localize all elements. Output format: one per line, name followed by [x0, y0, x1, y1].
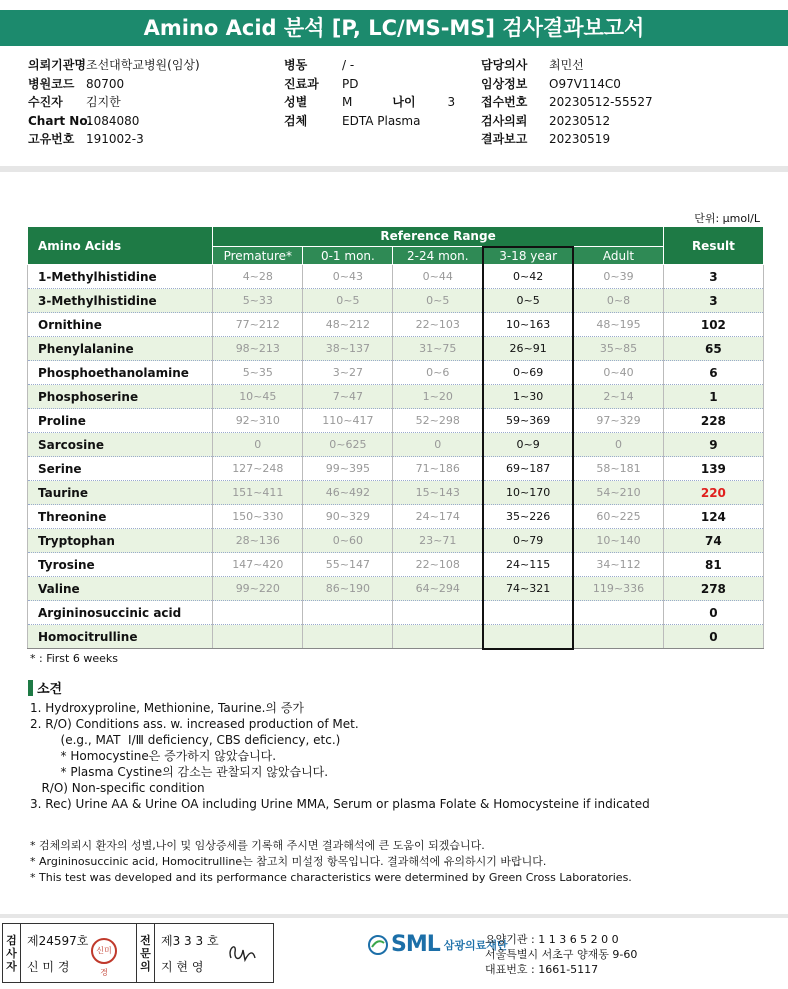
reference-range-cell: 24~174: [393, 505, 483, 529]
reference-range-cell: 127~248: [213, 457, 303, 481]
info-label: 의뢰기관명: [28, 58, 86, 72]
reference-range-cell: [573, 601, 663, 625]
reference-range-cell: [393, 625, 483, 649]
info-label: 결과보고: [481, 132, 528, 147]
result-value: 0: [663, 601, 763, 625]
doctor-cell: [155, 924, 273, 982]
info-value: 20230512-55527: [549, 95, 653, 110]
result-value: 102: [663, 313, 763, 337]
tester-cell: [21, 924, 137, 982]
amino-acid-name: Tryptophan: [28, 529, 213, 553]
result-value: 1: [663, 385, 763, 409]
reference-range-cell: 23~71: [393, 529, 483, 553]
reference-range-cell: [213, 625, 303, 649]
amino-acid-name: Proline: [28, 409, 213, 433]
info-value: 80700: [86, 76, 125, 91]
reference-range-cell: 55~147: [303, 553, 393, 577]
unit-label: 단위: µmol/L: [694, 212, 760, 225]
reference-range-cell: 99~395: [303, 457, 393, 481]
reference-range-cell: 119~336: [573, 577, 663, 601]
reference-range-cell: 0~60: [303, 529, 393, 553]
amino-acid-name: Phosphoethanolamine: [28, 361, 213, 385]
amino-acid-name: Homocitrulline: [28, 625, 213, 649]
finding-line: 1. Hydroxyproline, Methionine, Taurine.의 증가: [30, 701, 305, 715]
footer-divider: [0, 914, 788, 918]
reference-range-cell: 4~28: [213, 265, 303, 289]
reference-range-cell: 0: [393, 433, 483, 457]
findings-title: 소견: [37, 682, 63, 697]
reference-range-cell: [483, 625, 573, 649]
info-value: 191002-3: [86, 132, 144, 147]
result-value: 124: [663, 505, 763, 529]
info-row: [28, 56, 200, 75]
header-amino-acids: Amino Acids: [28, 227, 213, 265]
report-title: Amino Acid 분석 [P, LC/MS-MS] 검사결과보고서: [0, 10, 788, 46]
reference-range-cell: 52~298: [393, 409, 483, 433]
reference-range-cell: 64~294: [393, 577, 483, 601]
table-row: [28, 505, 764, 529]
table-row: [28, 481, 764, 505]
info-row: [28, 130, 200, 149]
table-row: [28, 313, 764, 337]
result-value: 139: [663, 457, 763, 481]
info-value: 20230519: [549, 132, 611, 147]
info-row: [481, 93, 653, 112]
reference-range-cell: 71~186: [393, 457, 483, 481]
info-row: [284, 56, 455, 75]
reference-range-cell: 10~170: [483, 481, 573, 505]
reference-range-cell: 110~417: [303, 409, 393, 433]
note-line: * Argininosuccinic acid, Homocitrulline는 참고치 미설정 항목입니다. 결과해석에 유의하시기 바랍니다.: [30, 855, 547, 868]
info-value: 김지한: [86, 95, 121, 110]
info-row: [284, 112, 455, 131]
table-row: [28, 577, 764, 601]
reference-range-cell: 0~625: [303, 433, 393, 457]
table-row: [28, 601, 764, 625]
result-value: 65: [663, 337, 763, 361]
tester-label: 검 사 자: [3, 924, 21, 982]
doctor-name: 지 현 영: [161, 960, 204, 974]
amino-acid-name: 3-Methylhistidine: [28, 289, 213, 313]
patient-info-col2: [284, 56, 455, 130]
amino-acid-name: Phenylalanine: [28, 337, 213, 361]
signature-icon: [225, 938, 259, 968]
subheader-2: 2-24 mon.: [393, 247, 483, 265]
reference-range-cell: 90~329: [303, 505, 393, 529]
amino-acid-name: Threonine: [28, 505, 213, 529]
finding-line: 2. R/O) Conditions ass. w. increased production of Met.: [30, 717, 359, 731]
reference-range-cell: [303, 625, 393, 649]
result-value: 278: [663, 577, 763, 601]
reference-range-cell: 5~35: [213, 361, 303, 385]
finding-line: 3. Rec) Urine AA & Urine OA including Urine MMA, Serum or plasma Folate & Homocysteine if indicated: [30, 797, 650, 811]
reference-range-cell: 0~5: [483, 289, 573, 313]
reference-range-cell: 0~69: [483, 361, 573, 385]
info-label: 접수번호: [481, 95, 528, 110]
finding-line: * Plasma Cystine의 감소는 관찰되지 않았습니다.: [30, 765, 329, 779]
reference-range-cell: 150~330: [213, 505, 303, 529]
org-phone: 대표번호 : 1661-5117: [485, 963, 599, 976]
reference-range-cell: 0: [213, 433, 303, 457]
info-value: 1084080: [86, 113, 140, 128]
reference-range-cell: 147~420: [213, 553, 303, 577]
reference-range-cell: 22~103: [393, 313, 483, 337]
header-reference-range: Reference Range: [213, 227, 664, 247]
table-row: [28, 337, 764, 361]
info-label: 검사의뢰: [481, 113, 528, 128]
info-label: 고유번호: [28, 132, 75, 147]
info-row: [481, 130, 653, 149]
reference-range-cell: 0: [573, 433, 663, 457]
info-label: 병동: [284, 58, 308, 72]
logo-text: SML: [391, 932, 440, 957]
reference-range-cell: 86~190: [303, 577, 393, 601]
info-value: EDTA Plasma: [342, 113, 421, 128]
result-value: 220: [663, 481, 763, 505]
subheader-1: 0-1 mon.: [303, 247, 393, 265]
reference-range-cell: 0~9: [483, 433, 573, 457]
result-value: 81: [663, 553, 763, 577]
info-label: 임상정보: [481, 76, 528, 91]
amino-acid-name: Ornithine: [28, 313, 213, 337]
org-name: 삼광의료재단: [443, 938, 508, 952]
info-value: O97V114C0: [549, 76, 621, 91]
info-label: 수진자: [28, 95, 63, 110]
reference-range-cell: 92~310: [213, 409, 303, 433]
reference-range-cell: 99~220: [213, 577, 303, 601]
reference-range-cell: 0~8: [573, 289, 663, 313]
table-row: [28, 289, 764, 313]
reference-range-cell: 0~79: [483, 529, 573, 553]
reference-range-cell: 0~44: [393, 265, 483, 289]
amino-acid-name: Serine: [28, 457, 213, 481]
subheader-0: Premature*: [213, 247, 303, 265]
reference-range-cell: 28~136: [213, 529, 303, 553]
reference-range-cell: [483, 601, 573, 625]
table-row: [28, 457, 764, 481]
reference-range-cell: 15~143: [393, 481, 483, 505]
patient-info-col1: [28, 56, 200, 149]
notes-list: [30, 838, 632, 886]
subheader-4: Adult: [573, 247, 663, 265]
reference-range-cell: 22~108: [393, 553, 483, 577]
table-row: [28, 529, 764, 553]
reference-range-cell: 7~47: [303, 385, 393, 409]
reference-range-cell: 0~40: [573, 361, 663, 385]
reference-range-cell: 1~30: [483, 385, 573, 409]
table-row: [28, 625, 764, 649]
reference-range-cell: 98~213: [213, 337, 303, 361]
info-row: [284, 75, 455, 94]
reference-range-cell: 0~42: [483, 265, 573, 289]
reference-range-cell: 10~163: [483, 313, 573, 337]
tester-name: 신 미 경: [27, 960, 70, 974]
note-line: * This test was developed and its performance characteristics were determined by Green Cross Laboratories.: [30, 871, 632, 884]
reference-range-cell: 58~181: [573, 457, 663, 481]
doctor-number: 제3 3 3 호: [161, 934, 219, 948]
finding-line: R/O) Non-specific condition: [30, 781, 205, 795]
reference-range-cell: 151~411: [213, 481, 303, 505]
info-value: 조선대학교병원(임상): [86, 58, 200, 72]
reference-range-cell: 2~14: [573, 385, 663, 409]
reference-range-cell: 74~321: [483, 577, 573, 601]
reference-range-cell: 31~75: [393, 337, 483, 361]
reference-range-cell: 24~115: [483, 553, 573, 577]
amino-acid-name: Argininosuccinic acid: [28, 601, 213, 625]
info-value: PD: [342, 76, 359, 91]
org-address: 서울특별시 서초구 양재동 9-60: [485, 948, 638, 961]
info-value: / -: [342, 58, 355, 72]
note-line: * 검체의뢰시 환자의 성별,나이 및 임상증세를 기록해 주시면 결과해석에 큰 도움이 되겠습니다.: [30, 839, 485, 852]
result-value: 9: [663, 433, 763, 457]
age-label: 나이: [392, 95, 416, 110]
reference-range-cell: 1~20: [393, 385, 483, 409]
reference-range-cell: 60~225: [573, 505, 663, 529]
reference-range-cell: [573, 625, 663, 649]
reference-range-cell: 0~39: [573, 265, 663, 289]
age-value: 3: [447, 95, 456, 110]
seal-stamp: 신미경: [91, 938, 117, 964]
finding-line: * Homocystine은 증가하지 않았습니다.: [30, 749, 277, 763]
org-info: [485, 932, 637, 977]
reference-range-cell: 35~85: [573, 337, 663, 361]
findings-heading: [28, 678, 62, 697]
amino-acid-name: Phosphoserine: [28, 385, 213, 409]
findings-list: [30, 700, 650, 812]
footnote: * : First 6 weeks: [30, 652, 118, 665]
signature-box: [2, 923, 274, 983]
tester-number: 제24597호: [27, 934, 89, 948]
result-value: 3: [663, 265, 763, 289]
reference-range-cell: 48~195: [573, 313, 663, 337]
info-row: [481, 56, 653, 75]
reference-range-cell: 10~45: [213, 385, 303, 409]
info-label: Chart No.: [28, 113, 93, 128]
info-row: [28, 93, 200, 112]
reference-range-cell: 0~5: [303, 289, 393, 313]
finding-line: (e.g., MAT Ⅰ/Ⅲ deficiency, CBS deficiency, etc.): [30, 733, 341, 747]
info-row: [481, 75, 653, 94]
reference-range-cell: 46~492: [303, 481, 393, 505]
info-label: 진료과: [284, 76, 319, 91]
table-row: [28, 409, 764, 433]
section-bar: [28, 680, 33, 696]
amino-acid-name: Tyrosine: [28, 553, 213, 577]
table-row: [28, 553, 764, 577]
result-value: 228: [663, 409, 763, 433]
patient-info-col3: [481, 56, 653, 149]
reference-range-cell: 26~91: [483, 337, 573, 361]
info-label: 담당의사: [481, 58, 528, 72]
logo-icon: [367, 934, 389, 956]
reference-range-cell: 34~112: [573, 553, 663, 577]
doctor-label: 전 문 의: [137, 924, 155, 982]
header-result: Result: [663, 227, 763, 265]
reference-range-cell: 5~33: [213, 289, 303, 313]
info-value: 20230512: [549, 113, 611, 128]
reference-range-cell: 54~210: [573, 481, 663, 505]
org-code: 요양기관 : 1 1 3 6 5 2 0 0: [485, 933, 619, 946]
result-value: 0: [663, 625, 763, 649]
reference-range-cell: [393, 601, 483, 625]
info-value: M: [342, 95, 353, 110]
info-row: [28, 112, 200, 131]
info-label: 성별: [284, 95, 308, 110]
result-value: 3: [663, 289, 763, 313]
amino-acid-name: Valine: [28, 577, 213, 601]
reference-range-cell: 59~369: [483, 409, 573, 433]
reference-range-cell: 69~187: [483, 457, 573, 481]
table-row: [28, 433, 764, 457]
reference-range-cell: [303, 601, 393, 625]
amino-acid-name: 1-Methylhistidine: [28, 265, 213, 289]
reference-range-cell: 77~212: [213, 313, 303, 337]
reference-range-cell: 3~27: [303, 361, 393, 385]
result-value: 6: [663, 361, 763, 385]
amino-acid-name: Sarcosine: [28, 433, 213, 457]
reference-range-cell: [213, 601, 303, 625]
amino-acid-name: Taurine: [28, 481, 213, 505]
info-row: [284, 93, 455, 112]
info-row: [481, 112, 653, 131]
info-label: 검체: [284, 113, 308, 128]
subheader-3: 3-18 year: [483, 247, 573, 265]
reference-range-cell: 0~5: [393, 289, 483, 313]
reference-range-cell: 10~140: [573, 529, 663, 553]
table-row: [28, 385, 764, 409]
reference-range-cell: 48~212: [303, 313, 393, 337]
info-value: 최민선: [549, 58, 584, 72]
info-row: [28, 75, 200, 94]
header-divider: [0, 166, 788, 172]
table-row: [28, 265, 764, 289]
amino-acid-table: [27, 226, 764, 650]
reference-range-cell: 35~226: [483, 505, 573, 529]
result-value: 74: [663, 529, 763, 553]
reference-range-cell: 38~137: [303, 337, 393, 361]
reference-range-cell: 97~329: [573, 409, 663, 433]
info-label: 병원코드: [28, 76, 75, 91]
reference-range-cell: 0~6: [393, 361, 483, 385]
reference-range-cell: 0~43: [303, 265, 393, 289]
table-row: [28, 361, 764, 385]
